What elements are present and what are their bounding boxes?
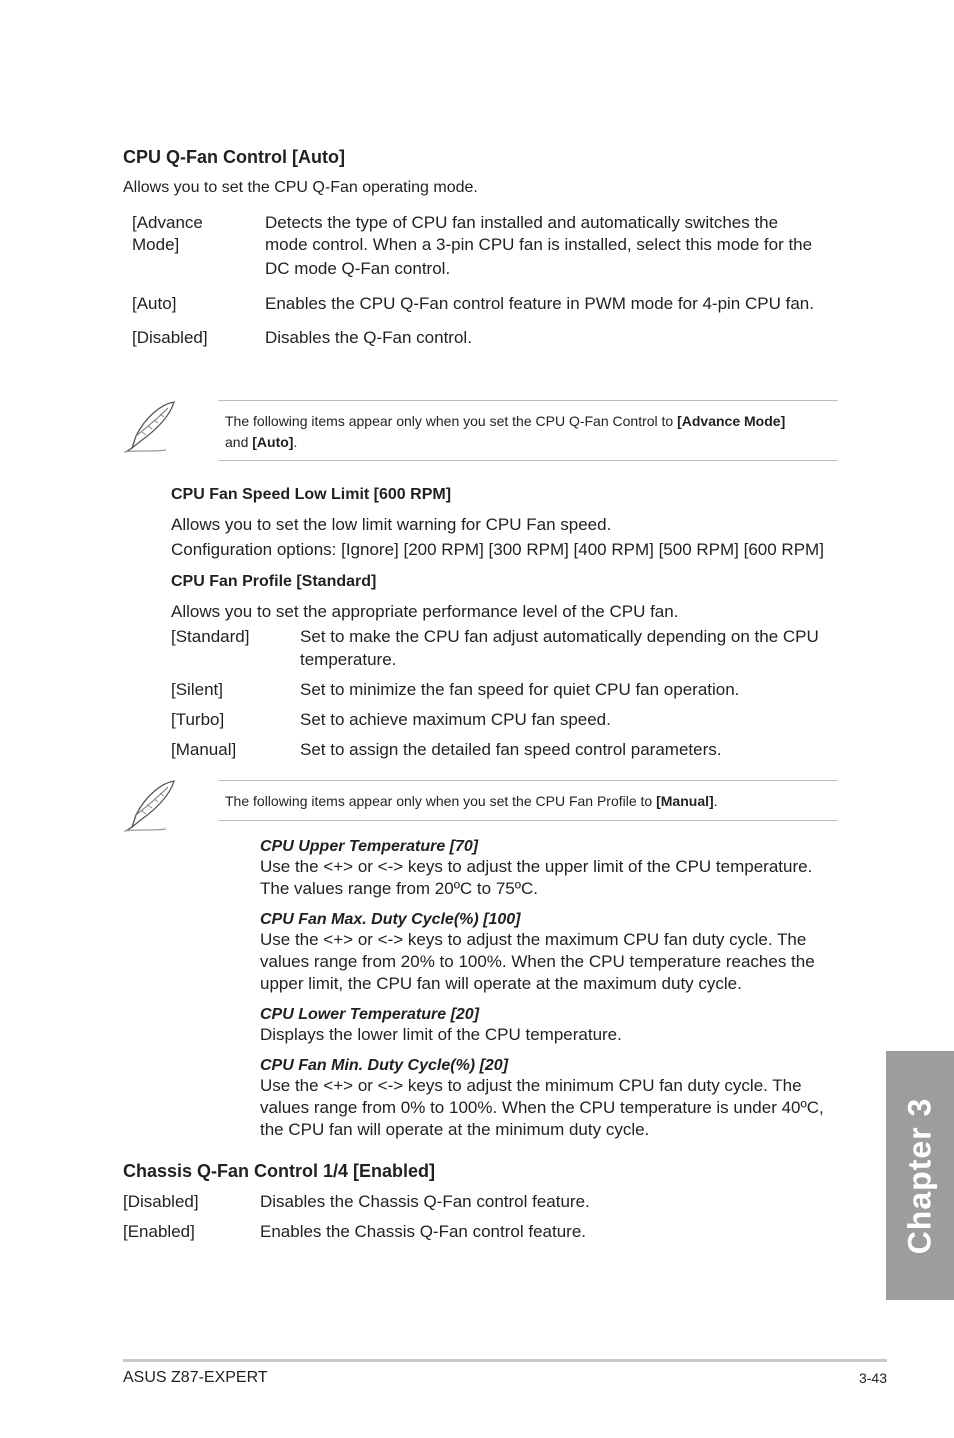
fan-profile-desc: Allows you to set the appropriate performance level of the CPU fan. [171,602,679,621]
note-bottom-rule [218,460,838,461]
speed-low-options: Configuration options: [Ignore] [200 RPM] [300 RPM] [400 RPM] [500 RPM] [600 RPM] [171,540,824,559]
option-desc: Enables the CPU Q-Fan control feature in PWM mode for 4-pin CPU fan. [265,294,814,313]
option-key: [Auto] [132,294,177,313]
manual-item: CPU Fan Max. Duty Cycle(%) [100] Use the <+> or <-> keys to adjust the maximum CPU fan duty cycle. The values range from 20% to 100%. When the CPU temperature reaches the upper limit, the CPU fan will operate at the maximum duty cycle. [260,911,850,995]
note-bottom-rule [218,820,838,821]
option-key: [Turbo] [171,710,225,729]
option-desc: Disables the Q-Fan control. [265,328,472,347]
note-text: The following items appear only when you set the CPU Fan Profile to [Manual]. [225,793,718,809]
option-key: [Standard] [171,627,250,646]
cpu-qfan-description: Allows you to set the CPU Q-Fan operating mode. [123,179,478,196]
option-desc: Enables the Chassis Q-Fan control feature. [260,1222,586,1241]
pen-note-icon [122,398,180,456]
option-key: [Advance Mode] [132,213,203,254]
option-desc: Disables the Chassis Q-Fan control feature. [260,1192,590,1211]
note-text: The following items appear only when you set the CPU Q-Fan Control to [Advance Mode] and [Auto]. [225,413,786,450]
section-title-cpu-qfan: CPU Q-Fan Control [Auto] [123,147,345,167]
section-title-speed-low-limit: CPU Fan Speed Low Limit [600 RPM] [171,486,452,503]
option-desc: Detects the type of CPU fan installed and automatically switches the mode control. When a 3-pin CPU fan is installed, select this mode for the DC mode Q-Fan control. [265,213,813,278]
chapter-tab-label: Chapter 3 [901,1097,938,1254]
chapter-tab [886,1051,954,1300]
speed-low-desc: Allows you to set the low limit warning for CPU Fan speed. [171,515,612,534]
manual-item-title: CPU Fan Min. Duty Cycle(%) [20] [260,1057,509,1074]
pen-note-icon [122,777,180,835]
manual-item-title: CPU Fan Max. Duty Cycle(%) [100] [260,911,521,928]
manual-item: CPU Lower Temperature [20] Displays the lower limit of the CPU temperature. [260,1006,850,1046]
option-key: [Disabled] [132,328,208,347]
manual-item-title: CPU Lower Temperature [20] [260,1006,480,1023]
note-top-rule [218,780,838,781]
option-key: [Enabled] [123,1222,195,1241]
manual-item-title: CPU Upper Temperature [70] [260,838,479,855]
manual-item: CPU Upper Temperature [70] Use the <+> or <-> keys to adjust the upper limit of the CPU temperature. The values range from 20ºC to 75ºC. [260,838,850,900]
option-desc: Set to make the CPU fan adjust automatically depending on the CPU temperature. [300,627,819,669]
option-key: [Silent] [171,680,223,699]
footer-page-number: 3-43 [858,1370,887,1386]
section-title-fan-profile: CPU Fan Profile [Standard] [171,573,377,590]
note-top-rule [218,400,838,401]
manual-item: CPU Fan Min. Duty Cycle(%) [20] Use the <+> or <-> keys to adjust the minimum CPU fan duty cycle. The values range from 0% to 100%. When the CPU temperature is under 40ºC, the CPU fan will operate at the minimum duty cycle. [260,1057,860,1141]
footer-product-name: ASUS Z87-EXPERT [123,1369,268,1386]
option-desc: Set to assign the detailed fan speed control parameters. [300,740,722,759]
section-title-chassis-qfan: Chassis Q-Fan Control 1/4 [Enabled] [123,1161,436,1181]
option-desc: Set to achieve maximum CPU fan speed. [300,710,611,729]
option-desc: Set to minimize the fan speed for quiet CPU fan operation. [300,680,740,699]
option-key: [Manual] [171,740,237,759]
footer-rule [123,1359,887,1362]
option-key: [Disabled] [123,1192,199,1211]
